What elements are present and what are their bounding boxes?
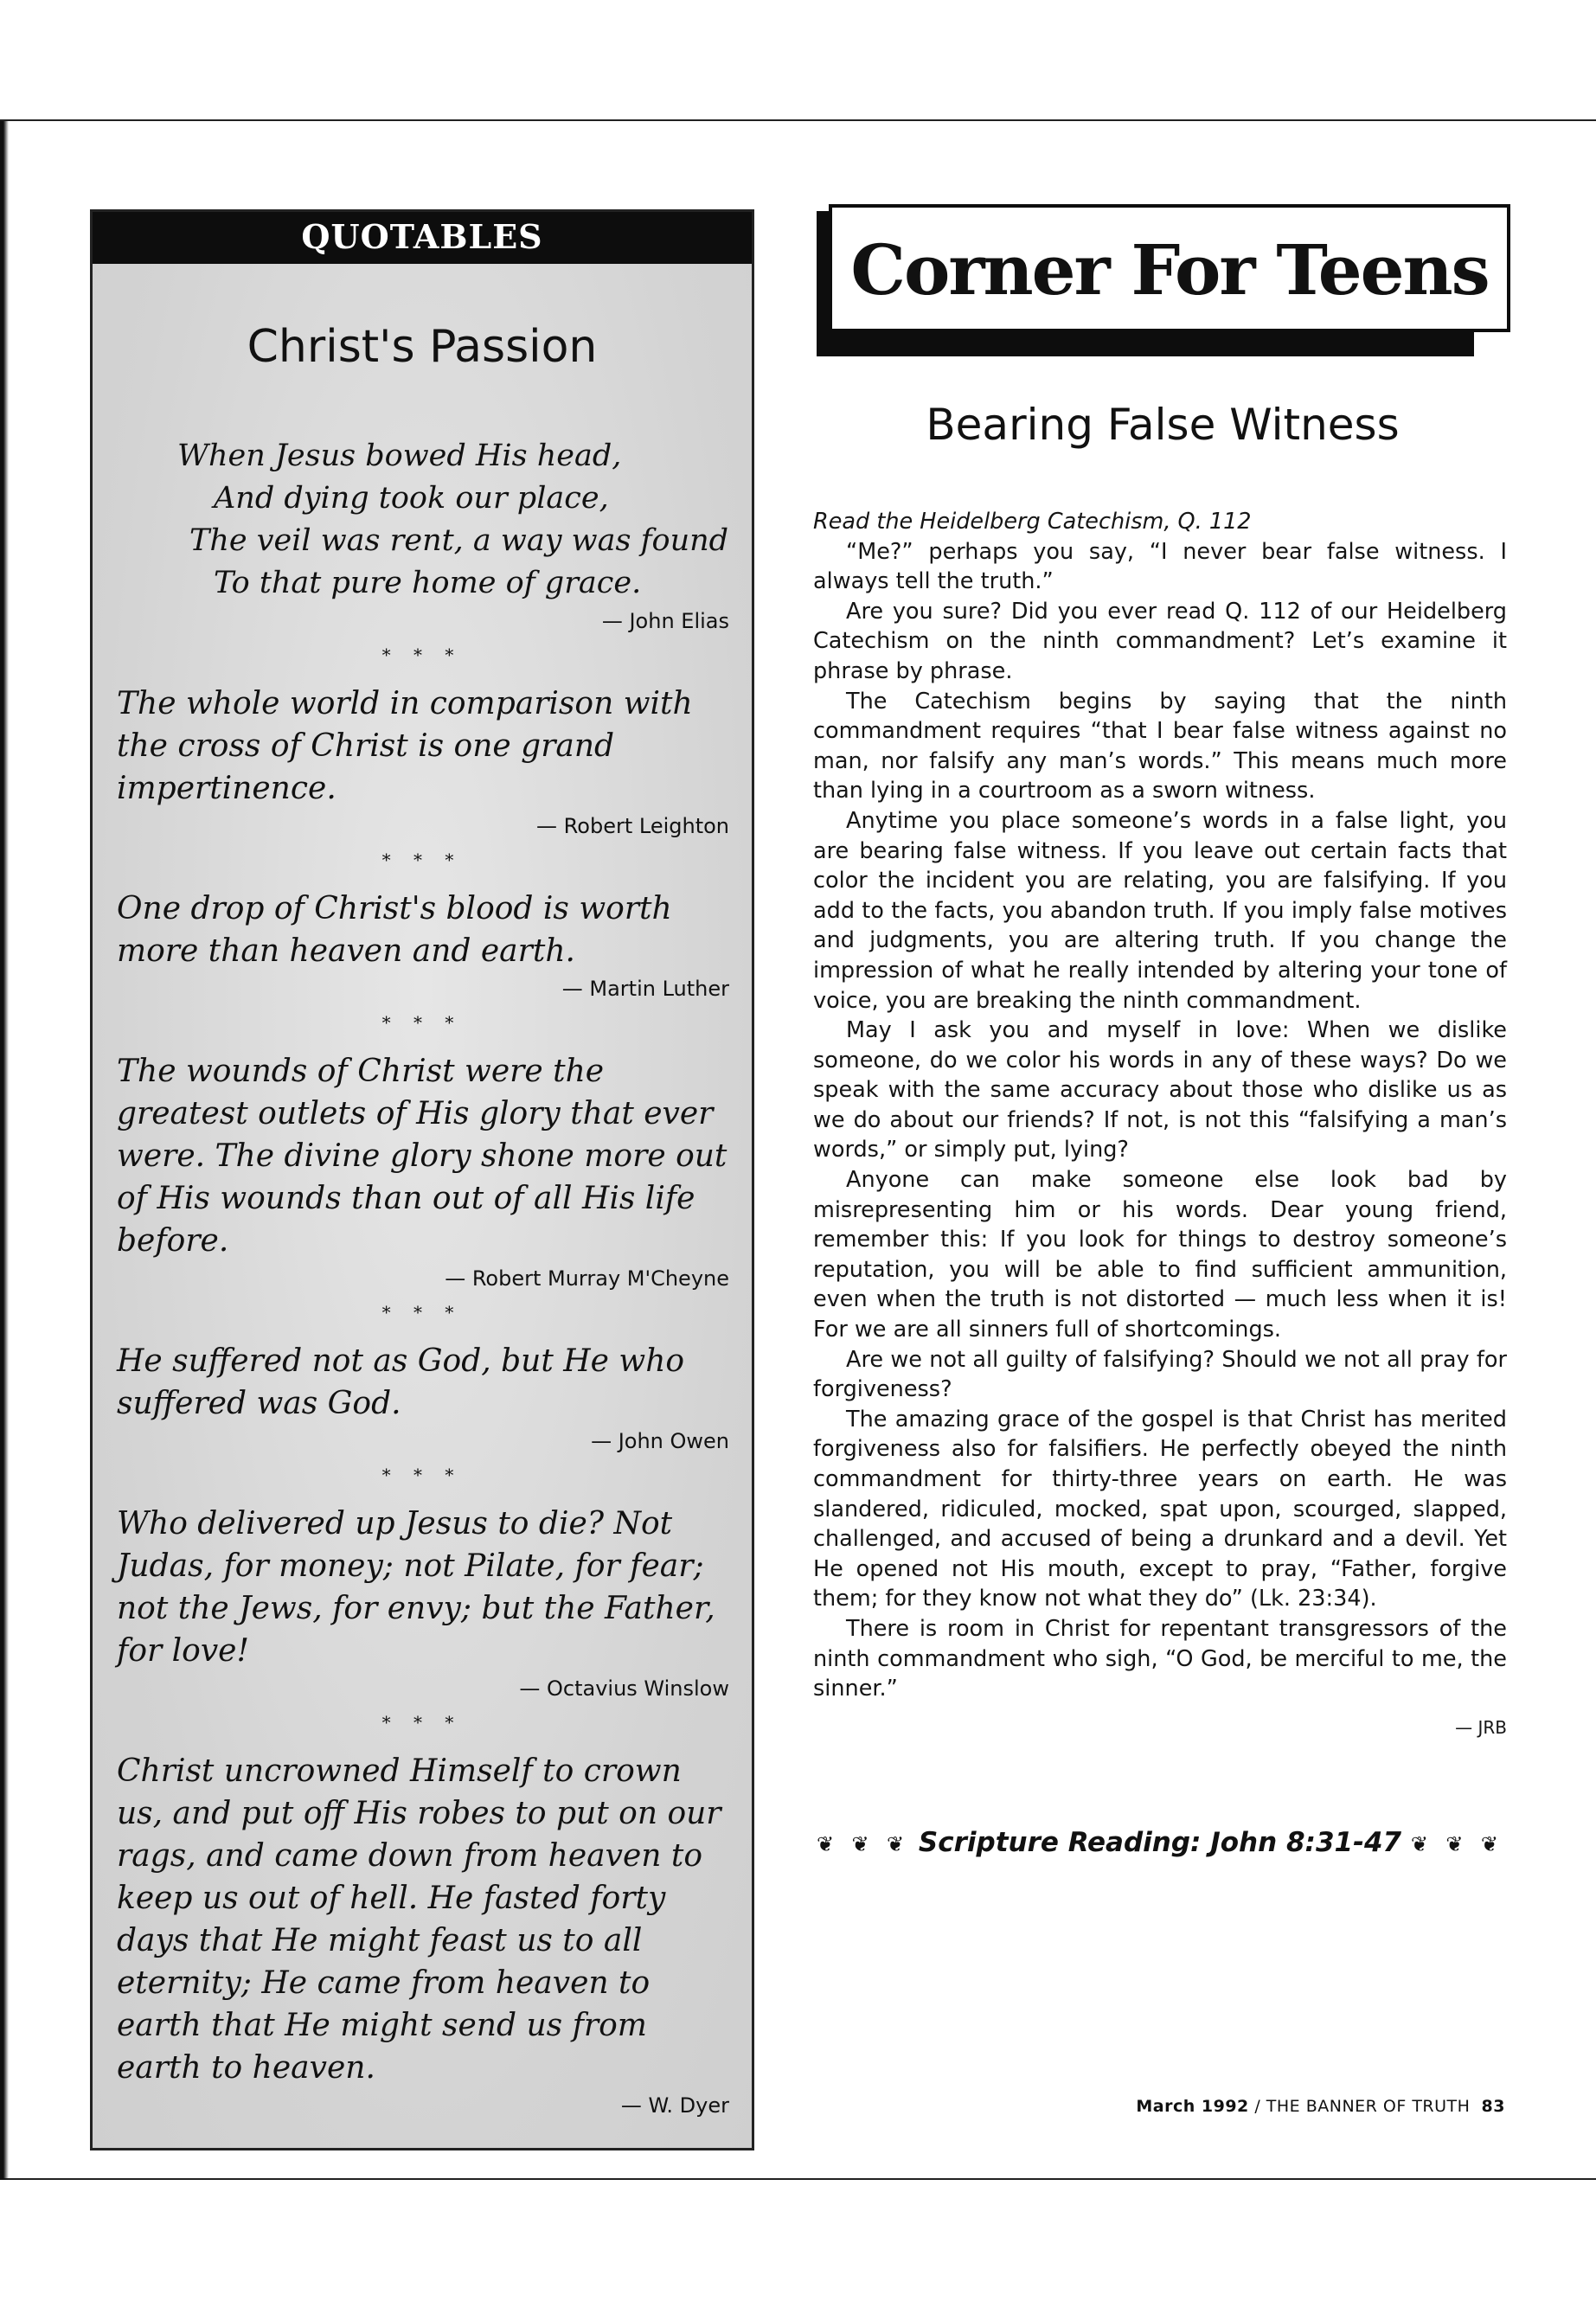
- page-number: 83: [1481, 2097, 1505, 2116]
- leaf-ornament-icon: ❦ ❦ ❦: [817, 1832, 910, 1856]
- section-title: Corner For Teens: [850, 229, 1489, 311]
- scripture-reading-text: Scripture Reading: John 8:31-47: [918, 1827, 1402, 1858]
- article-paragraph: The Catechism begins by saying that the ninth commandment requires “that I bear false witness against no man, nor falsify any man’s words.” This means much more than lying in a courtroom as a sworn witness.: [813, 688, 1507, 804]
- leaf-ornament-icon: ❦ ❦ ❦: [1410, 1832, 1503, 1856]
- separator-stars: * * *: [381, 1712, 463, 1733]
- footer-publication: THE BANNER OF TRUTH: [1266, 2097, 1471, 2116]
- scan-edge-shadow: [0, 121, 9, 2180]
- poem-line: When Jesus bowed His head,: [177, 439, 622, 473]
- quote-text: The whole world in comparison with the cross of Christ is one grand impertinence.: [117, 686, 693, 806]
- article-paragraph: Anytime you place someone’s words in a false light, you are bearing false witness. If you leave out certain facts that color the incident you are relating, you are falsifying. If you add to the facts, you abandon truth. If you imply false motives and judgments, you are altering truth. If you change the impression of what he really intended by altering your tone of voice, you are breaking the ninth commandment.: [813, 807, 1507, 1014]
- quotables-title: Christ's Passion: [247, 321, 598, 373]
- article-paragraph: Are we not all guilty of falsifying? Should we not all pray for forgiveness?: [813, 1346, 1507, 1403]
- quote-attribution: — John Owen: [591, 1429, 729, 1453]
- quote-attribution: — Octavius Winslow: [519, 1676, 729, 1701]
- page-top-edge: [0, 119, 1596, 121]
- poem-line: The veil was rent, a way was found: [189, 523, 729, 558]
- quotables-panel: [90, 209, 754, 2150]
- quote-attribution: — Martin Luther: [561, 977, 729, 1001]
- poem: [177, 435, 752, 605]
- quote-attribution: — Robert Murray M'Cheyne: [445, 1266, 729, 1291]
- footer-separator: /: [1248, 2097, 1266, 2116]
- separator-stars: * * *: [381, 849, 463, 870]
- quote-text: He suffered not as God, but He who suffered was God.: [117, 1343, 685, 1421]
- quote-text: Who delivered up Jesus to die? Not Judas, for money; not Pilate, for fear; not the Jews, for envy; but the Father, for love!: [117, 1506, 715, 1669]
- quote-text: One drop of Christ's blood is worth more than heaven and earth.: [117, 891, 672, 969]
- article-paragraph: “Me?” perhaps you say, “I never bear false witness. I always tell the truth.”: [813, 538, 1507, 595]
- article-lead: Read the Heidelberg Catechism, Q. 112: [813, 509, 1252, 535]
- article-title: Bearing False Witness: [926, 400, 1400, 450]
- section-title-box: [829, 204, 1510, 332]
- scripture-reading: [813, 1827, 1507, 1858]
- poem-line: And dying took our place,: [214, 481, 609, 516]
- page-bottom-edge: [0, 2178, 1596, 2180]
- quotables-header: QUOTABLES: [93, 212, 752, 264]
- quote-text: The wounds of Christ were the greatest outlets of His glory that ever were. The divine glory shone more out of His wounds than out of all His life before.: [117, 1054, 727, 1259]
- quote-attribution: — Robert Leighton: [536, 814, 729, 838]
- quote-attribution: — John Elias: [601, 609, 729, 633]
- quote-attribution: — W. Dyer: [620, 2093, 729, 2118]
- footer-date: March 1992: [1136, 2097, 1249, 2116]
- separator-stars: * * *: [381, 1465, 463, 1485]
- quote-text: Christ uncrowned Himself to crown us, and put off His robes to put on our rags, and came down from heaven to keep us out of hell. He fasted forty days that He might feast us to all eternity; He came from heaven to earth that He might send us from earth to heaven.: [117, 1753, 721, 2086]
- poem-line: To that pure home of grace.: [214, 566, 642, 600]
- separator-stars: * * *: [381, 1012, 463, 1033]
- article-body: [813, 507, 1507, 1742]
- article-paragraph: Are you sure? Did you ever read Q. 112 of our Heidelberg Catechism on the ninth commandment? Let’s examine it phrase by phrase.: [813, 598, 1507, 684]
- article-paragraph: May I ask you and myself in love: When we dislike someone, do we color his words in any of these ways? Do we speak with the same accuracy about those who dislike us as we do about our friends? If not, is not this “falsifying a man’s words,” or simply put, lying?: [813, 1017, 1507, 1163]
- article-paragraph: Anyone can make someone else look bad by misrepresenting him or his words. Dear young friend, remember this: If you look for things to destroy someone’s reputation, you will be able to find sufficient ammunition, even when the truth is not distorted — much less when it is! For we are all sinners full of shortcomings.: [813, 1167, 1507, 1343]
- page-footer: [952, 2097, 1505, 2116]
- article-paragraph: There is room in Christ for repentant transgressors of the ninth commandment who sigh, “O God, be merciful to me, the sinner.”: [813, 1615, 1507, 1702]
- article-paragraph: The amazing grace of the gospel is that Christ has merited forgiveness also for falsifiers. He perfectly obeyed the ninth commandment for thirty-three years on earth. He was slandered, ridiculed, mocked, spat upon, scourged, slapped, challenged, and accused of being a drunkard and a devil. Yet He opened not His mouth, except to pray, “Father, forgive them; for they know not what they do” (Lk. 23:34).: [813, 1406, 1507, 1612]
- separator-stars: * * *: [381, 1302, 463, 1323]
- article-signature: — JRB: [1455, 1716, 1507, 1738]
- separator-stars: * * *: [381, 644, 463, 665]
